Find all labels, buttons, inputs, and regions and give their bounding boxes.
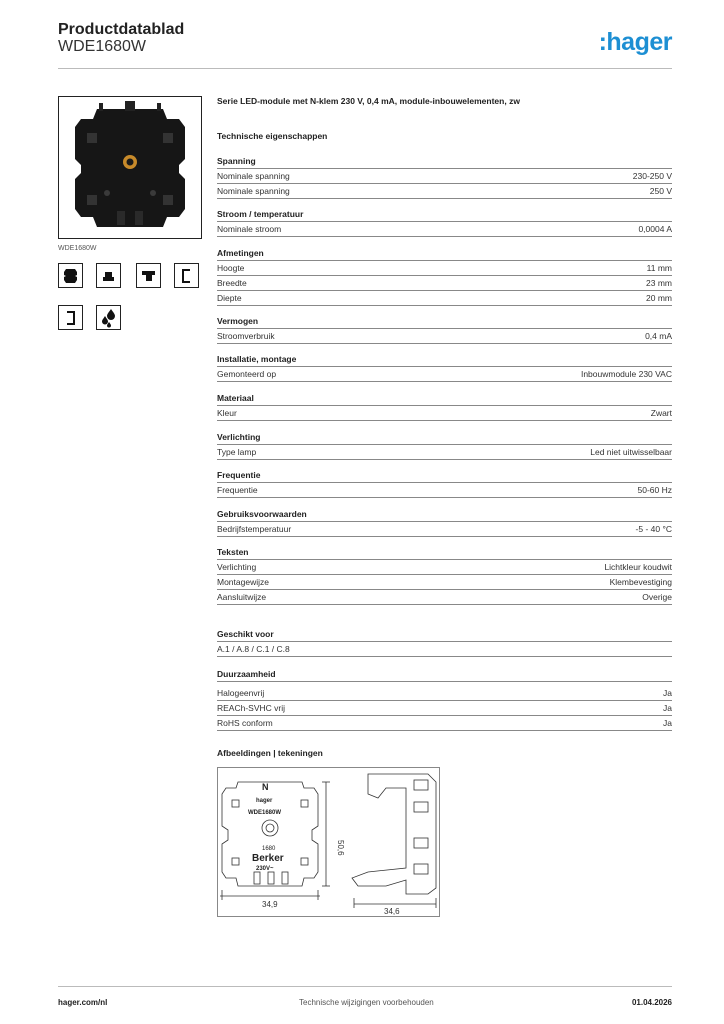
section-title: Afmetingen	[217, 246, 672, 261]
footer-notice: Technische wijzigingen voorbehouden	[299, 998, 434, 1007]
section-title: Gebruiksvoorwaarden	[217, 507, 672, 522]
side-view	[352, 774, 436, 908]
table-row: RoHS conform Ja	[217, 716, 672, 731]
section-stroom	[217, 207, 672, 237]
mounting-top-icon	[96, 263, 121, 288]
product-image	[58, 96, 202, 239]
tech-heading: Technische eigenschappen	[217, 131, 328, 141]
drops-icon	[96, 305, 121, 330]
table-row: Breedte 23 mm	[217, 276, 672, 291]
section-title: Geschikt voor	[217, 627, 672, 642]
table-row: Diepte 20 mm	[217, 291, 672, 306]
table-row: Verlichting Lichtkleur koudwit	[217, 560, 672, 575]
mounting-side-icon	[136, 263, 161, 288]
table-row: A.1 / A.8 / C.1 / C.8	[217, 642, 672, 657]
section-title: Vermogen	[217, 314, 672, 329]
table-row: Montagewijze Klembevestiging	[217, 575, 672, 590]
section-title: Teksten	[217, 545, 672, 560]
dim-height-front: 50,6	[336, 840, 345, 856]
drawings-title: Afbeeldingen | tekeningen	[217, 748, 323, 758]
dim-width-side: 34,6	[384, 907, 400, 916]
footer-divider	[58, 986, 672, 987]
code-label: 1680	[262, 846, 276, 852]
table-row: Nominale stroom 0,0004 A	[217, 222, 672, 237]
brand-label: hager	[256, 798, 273, 804]
section-duurzaamheid	[217, 667, 672, 731]
section-title: Frequentie	[217, 468, 672, 483]
section-afmetingen	[217, 246, 672, 306]
table-row: Stroomverbruik 0,4 mA	[217, 329, 672, 344]
table-row: Type lamp Led niet uitwisselbaar	[217, 445, 672, 460]
page-title: Productdatablad	[58, 21, 185, 38]
table-row: Nominale spanning 250 V	[217, 184, 672, 199]
section-gebruiksvoorwaarden	[217, 507, 672, 537]
table-row: Aansluitwijze Overige	[217, 590, 672, 605]
section-teksten	[217, 545, 672, 605]
table-row: REACh-SVHC vrij Ja	[217, 701, 672, 716]
section-materiaal	[217, 391, 672, 421]
section-title: Stroom / temperatuur	[217, 207, 672, 222]
section-verlichting	[217, 430, 672, 460]
product-code: WDE1680W	[58, 38, 147, 55]
table-row: Gemonteerd op Inbouwmodule 230 VAC	[217, 367, 672, 382]
section-geschikt-voor	[217, 627, 672, 657]
image-caption: WDE1680W	[58, 245, 97, 252]
section-frequentie	[217, 468, 672, 498]
model-label: WDE1680W	[248, 810, 282, 816]
section-spanning	[217, 154, 672, 199]
table-row: Kleur Zwart	[217, 406, 672, 421]
table-row: Nominale spanning 230-250 V	[217, 169, 672, 184]
maker-label: Berker	[252, 853, 284, 864]
front-view	[220, 782, 330, 900]
section-installatie	[217, 352, 672, 382]
brand-logo[interactable]: :hager	[598, 28, 672, 56]
table-row: Bedrijfstemperatuur -5 - 40 °C	[217, 522, 672, 537]
terminal-label: N	[262, 782, 269, 792]
section-title: Spanning	[217, 154, 672, 169]
dim-width-front: 34,9	[262, 900, 278, 909]
section-title: Verlichting	[217, 430, 672, 445]
product-description: Serie LED-module met N-klem 230 V, 0,4 mA, module-inbouwelementen, zw	[217, 96, 520, 106]
footer-website[interactable]: hager.com/nl	[58, 998, 108, 1007]
bracket-left-icon	[174, 263, 199, 288]
voltage-label: 230V~	[256, 866, 274, 872]
table-row: Hoogte 11 mm	[217, 261, 672, 276]
section-title: Duurzaamheid	[217, 667, 672, 682]
header-divider	[58, 68, 672, 69]
technical-drawing	[217, 767, 440, 917]
bracket-right-icon	[58, 305, 83, 330]
section-title: Materiaal	[217, 391, 672, 406]
section-title: Installatie, montage	[217, 352, 672, 367]
section-vermogen	[217, 314, 672, 344]
table-row: Halogeenvrij Ja	[217, 686, 672, 701]
table-row: Frequentie 50-60 Hz	[217, 483, 672, 498]
mounting-front-icon	[58, 263, 83, 288]
footer-date: 01.04.2026	[631, 998, 672, 1007]
